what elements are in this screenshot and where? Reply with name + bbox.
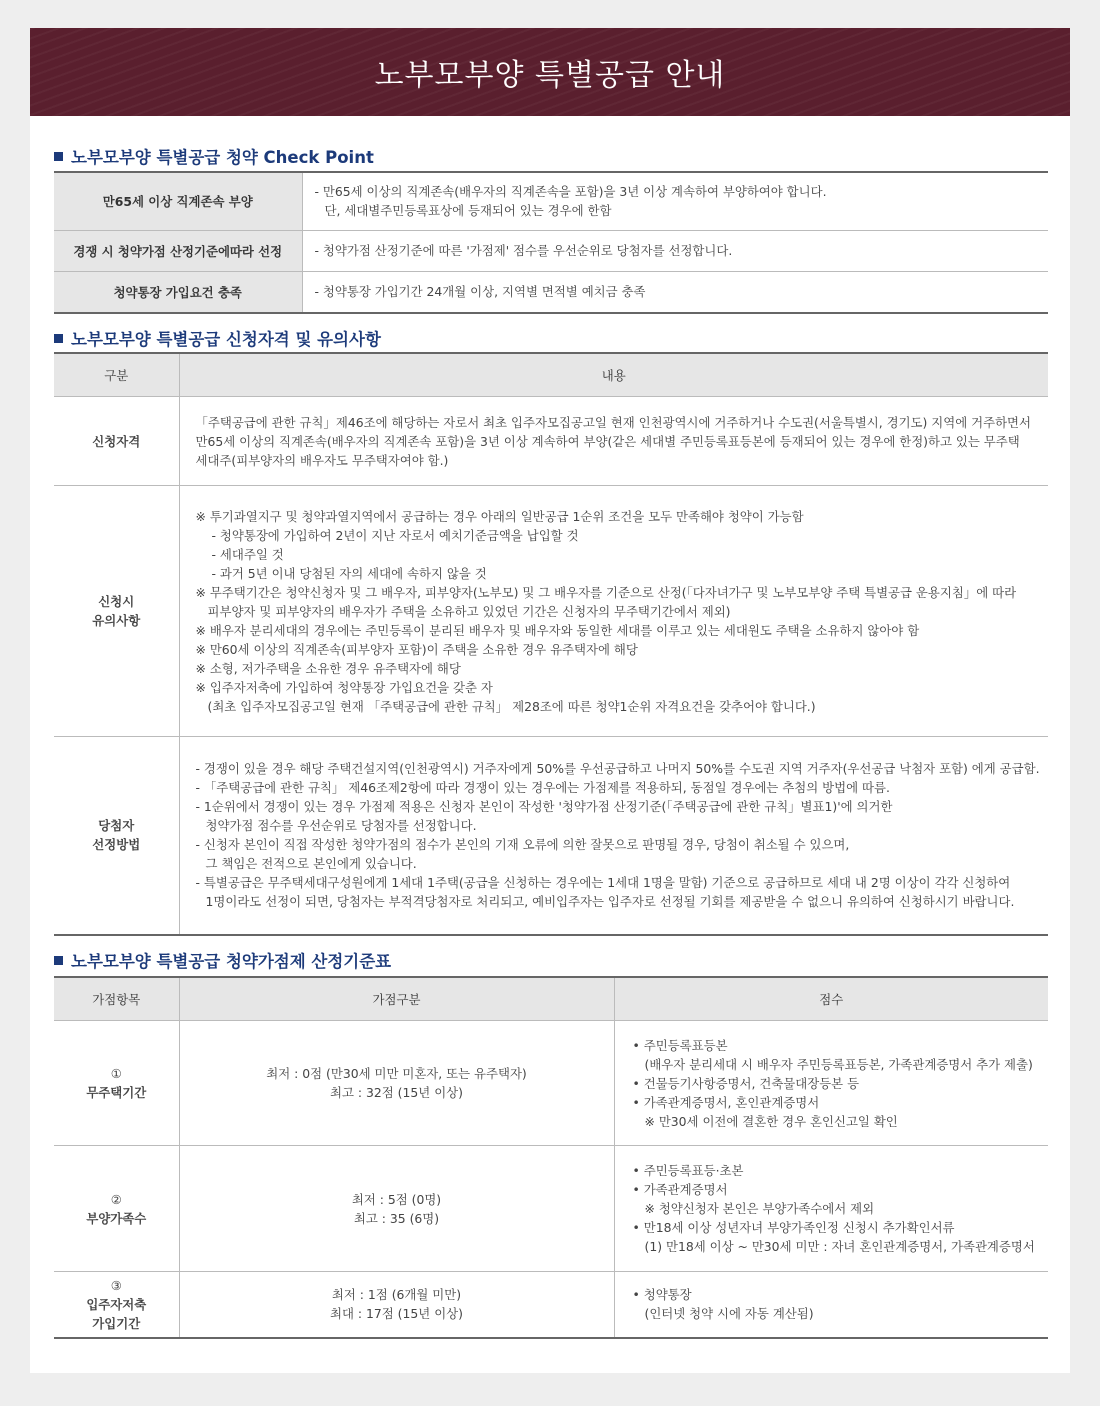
column-header: 점수 [614,977,1048,1021]
row-content: ※ 투기과열지구 및 청약과열지역에서 공급하는 경우 아래의 일반공급 1순위 조건을 모두 만족해야 청약이 가능함 - 청약통장에 가입하여 2년이 지난 자로서 예치기준금액을 납입할 것 - 세대주일 것 - 과거 5년 이내 당첨된 자의 세대에 속하지 않을 것 ※ 무주택기간은 청약신청자 및 그 배우자, 피부양자(노부모) 및 그 배우자를 기준으로 산정(「다자녀가구 및 노부모부양 주택 특별공급 운용지침」에 따라 피부양자 및 피부양자의 배우자가 주택을 소유하고 있었던 기간은 신청자의 무주택기간에서 제외) ※ 배우자 분리세대의 경우에는 주민등록이 분리된 배우자 및 배우자와 동일한 세대를 이루고 있는 세대원도 주택을 소유하지 않아야 함 ※ 만60세 이상의 직계존속(피부양자 포함)이 주택을 소유한 경우 유주택자에 해당 ※ 소형, 저가주택을 소유한 경우 유주택자에 해당 ※ 입주자저축에 가입하여 청약통장 가입요건을 갖춘 자 (최초 입주자모집공고일 현재 「주택공급에 관한 규칙」 제28조에 따른 청약1순위 자격요건을 갖추어야 합니다.) [179,486,1048,737]
table-header-row [54,353,1048,397]
row-content: - 경쟁이 있을 경우 해당 주택건설지역(인천광역시) 거주자에게 50%를 우선공급하고 나머지 50%를 수도권 지역 거주자(우선공급 낙첨자 포함) 에게 공급함. - 「주택공급에 관한 규칙」 제46조제2항에 따라 경쟁이 있는 경우에는 가점제를 적용하되, 동점일 경우에는 추첨의 방법에 따름. - 1순위에서 경쟁이 있는 경우 가점제 적용은 신청자 본인이 작성한 '청약가점 산정기준(「주택공급에 관한 규칙」별표1)'에 의거한 청약가점 점수를 우선순위로 당첨자를 선정합니다. - 신청자 본인이 직접 작성한 청약가점의 점수가 본인의 기재 오류에 의한 잘못으로 판명될 경우, 당첨이 취소될 수 있으며, 그 책임은 전적으로 본인에게 있습니다. - 특별공급은 무주택세대구성원에게 1세대 1주택(공급을 신청하는 경우에는 1세대 1명을 말함) 기준으로 공급하므로 세대 내 2명 이상이 각각 신청하여 1명이라도 선정이 되면, 당첨자는 부적격당첨자로 처리되고, 예비입주자는 입주자로 선정될 기회를 제공받을 수 없으니 유의하여 신청하시기 바랍니다. [179,737,1048,935]
row-category: ① 무주택기간 [54,1021,179,1146]
checkpoint-table [54,171,1048,314]
square-bullet-icon [54,334,63,343]
row-label: 만65세 이상 직계존속 부양 [54,172,302,230]
table-row [54,172,1048,230]
table-row [54,1021,1048,1146]
table-row [54,230,1048,271]
row-content: 「주택공급에 관한 규칙」제46조에 해당하는 자로서 최초 입주자모집공고일 현재 인천광역시에 거주하거나 수도권(서울특별시, 경기도) 지역에 거주하면서 만65세 이상의 직계존속(배우자의 직계존속 포함)을 3년 이상 계속하여 부양(같은 세대별 주민등록표등본에 등재되어 있는 경우에 한정)하고 있는 무주택 세대주(피부양자의 배우자도 무주택자여야 함.) [179,397,1048,486]
row-documents: • 주민등록표등·초본 • 가족관계증명서 ※ 청약신청자 본인은 부양가족수에서 제외 • 만18세 이상 성년자녀 부양가족인정 신청시 추가확인서류 (1) 만18세 이상 ~ 만30세 미만 : 자녀 혼인관계증명서, 가족관계증명서 [614,1146,1048,1272]
table-row [54,271,1048,313]
section-heading-scoring: 노부모부양 특별공급 청약가점제 산정기준표 [54,948,391,972]
content-panel [30,28,1070,1373]
row-value: - 청약가점 산정기준에 따른 '가점제' 점수를 우선순위로 당첨자를 선정합니다. [302,230,1048,271]
table-row [54,1146,1048,1272]
column-header: 내용 [179,353,1048,397]
row-value: - 만65세 이상의 직계존속(배우자의 직계존속을 포함)을 3년 이상 계속하여 부양하여야 합니다. 단, 세대별주민등록표상에 등재되어 있는 경우에 한함 [302,172,1048,230]
row-category: 신청시 유의사항 [54,486,179,737]
row-documents: • 주민등록표등본 (배우자 분리세대 시 배우자 주민등록표등본, 가족관계증명서 추가 제출) • 건물등기사항증명서, 건축물대장등본 등 • 가족관계증명서, 혼인관계증명서 ※ 만30세 이전에 결혼한 경우 혼인신고일 확인 [614,1021,1048,1146]
row-category: ② 부양가족수 [54,1146,179,1272]
row-category: ③ 입주자저축 가입기간 [54,1272,179,1338]
scoring-table [54,976,1048,1339]
row-points: 최저 : 0점 (만30세 미만 미혼자, 또는 유주택자) 최고 : 32점 (15년 이상) [179,1021,614,1146]
row-category: 신청자격 [54,397,179,486]
table-header-row [54,977,1048,1021]
row-documents: • 청약통장 (인터넷 청약 시에 자동 계산됨) [614,1272,1048,1338]
eligibility-table [54,352,1048,936]
row-category: 당첨자 선정방법 [54,737,179,935]
column-header: 구분 [54,353,179,397]
square-bullet-icon [54,152,63,161]
column-header: 가점항목 [54,977,179,1021]
table-row [54,397,1048,486]
row-label: 경쟁 시 청약가점 산정기준에따라 선정 [54,230,302,271]
table-row [54,737,1048,935]
column-header: 가점구분 [179,977,614,1021]
table-row [54,1272,1048,1338]
row-label: 청약통장 가입요건 충족 [54,271,302,313]
title-banner [30,28,1070,116]
section-heading-eligibility: 노부모부양 특별공급 신청자격 및 유의사항 [54,326,381,350]
row-value: - 청약통장 가입기간 24개월 이상, 지역별 면적별 예치금 충족 [302,271,1048,313]
row-points: 최저 : 1점 (6개월 미만) 최대 : 17점 (15년 이상) [179,1272,614,1338]
page-title: 노부모부양 특별공급 안내 [374,58,726,93]
row-points: 최저 : 5점 (0명) 최고 : 35 (6명) [179,1146,614,1272]
square-bullet-icon [54,956,63,965]
table-row [54,486,1048,737]
section-heading-checkpoint: 노부모부양 특별공급 청약 Check Point [54,144,374,168]
